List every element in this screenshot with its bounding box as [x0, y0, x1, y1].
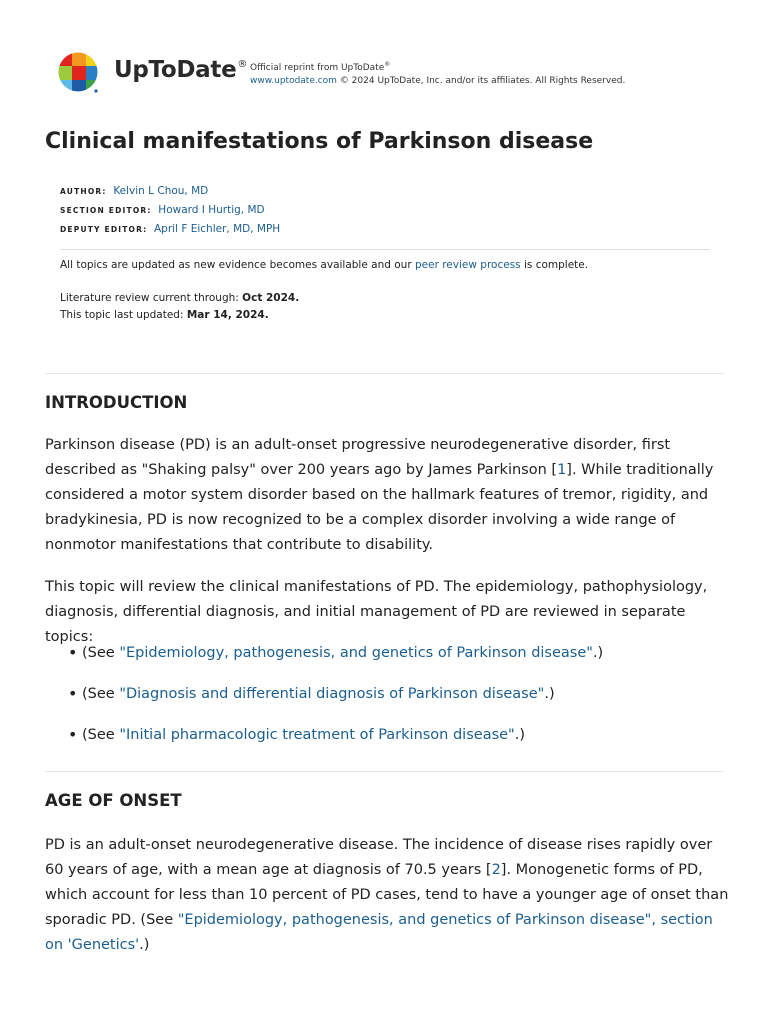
credit-section-editor: SECTION EDITOR: Howard I Hurtig, MD	[60, 204, 265, 216]
reprint-notice	[250, 58, 625, 88]
literature-review-label: Literature review current through:	[60, 292, 243, 304]
age-text: PD is an adult-onset neurodegenerative disease. The incidence of disease rises rapidly over 60 years of age, with a mean age at diagnosis of 70.5 years [	[45, 837, 713, 878]
see-prefix: (See	[82, 727, 120, 743]
section-divider	[45, 373, 724, 374]
peer-review-link[interactable]: peer review process	[414, 259, 521, 271]
reprint-trademark: ®	[384, 61, 391, 68]
list-item	[45, 641, 729, 682]
brand-logo-link[interactable]	[114, 57, 247, 83]
credit-label: DEPUTY EDITOR	[60, 225, 144, 234]
brand-name: UpToDate	[114, 57, 237, 83]
reference-link-2[interactable]: 2	[491, 862, 501, 878]
section-heading-age-of-onset: AGE OF ONSET	[45, 791, 182, 810]
last-updated-label: This topic last updated:	[60, 309, 187, 321]
author-link[interactable]: Kelvin L Chou, MD	[113, 185, 209, 197]
topic-link-epidemiology[interactable]: "Epidemiology, pathogenesis, and genetics of Parkinson disease"	[119, 645, 593, 661]
section-editor-link[interactable]: Howard I Hurtig, MD	[158, 204, 265, 216]
age-of-onset-paragraph	[45, 833, 729, 958]
intro-text: Parkinson disease (PD) is an adult-onset progressive neurodegenerative disorder, first described as "Shaking palsy" over 200 years ago by James Parkinson [	[45, 437, 671, 478]
reprint-line: Official reprint from UpToDate	[250, 63, 385, 73]
credit-deputy-editor: DEPUTY EDITOR: April F Eichler, MD, MPH	[60, 223, 281, 235]
uptodate-logo-icon	[58, 52, 100, 94]
site-link[interactable]: www.uptodate.com	[250, 76, 337, 86]
update-notice-text-end: is complete.	[520, 259, 589, 271]
deputy-editor-link[interactable]: April F Eichler, MD, MPH	[154, 223, 281, 235]
age-text-end: .)	[139, 937, 150, 953]
credit-author: AUTHOR: Kelvin L Chou, MD	[60, 185, 209, 197]
age-text-cont: ]. Monogenetic forms of PD, which account for less than 10 percent of PD cases, tend to have a younger age of onset than sporadic PD. (See	[45, 862, 729, 928]
list-item	[45, 723, 729, 764]
last-updated-value: Mar 14, 2024.	[186, 309, 269, 321]
literature-review-date	[60, 292, 299, 304]
intro-paragraph-1	[45, 433, 729, 558]
credit-label: AUTHOR	[60, 187, 103, 196]
see-prefix: (See	[82, 645, 120, 661]
topic-link-genetics[interactable]: "Epidemiology, pathogenesis, and genetics of Parkinson disease", section on 'Genetics'	[45, 912, 713, 953]
reference-link-1[interactable]: 1	[557, 462, 567, 478]
intro-paragraph-2: This topic will review the clinical manifestations of PD. The epidemiology, pathophysiology, diagnosis, differential diagnosis, and initial management of PD are reviewed in separate topics:	[45, 579, 708, 645]
literature-review-value: Oct 2024.	[242, 292, 300, 304]
last-updated-date	[60, 309, 269, 321]
list-item	[45, 682, 729, 723]
see-suffix: .)	[544, 686, 555, 702]
see-suffix: .)	[592, 645, 604, 661]
brand-trademark: ®	[237, 59, 248, 70]
intro-text-cont: ]. While traditionally considered a motor system disorder based on the hallmark features of tremor, rigidity, and bradykinesia, PD is now recognized to be a complex disorder involving a wide range of nonmotor manifestations that contribute to disability.	[45, 462, 714, 553]
section-heading-introduction: INTRODUCTION	[45, 393, 188, 412]
update-notice	[60, 259, 588, 271]
divider	[60, 249, 710, 250]
see-suffix: .)	[514, 727, 526, 743]
page-title: Clinical manifestations of Parkinson disease	[45, 129, 594, 154]
credit-label: SECTION EDITOR	[60, 206, 148, 215]
copyright-text: © 2024 UpToDate, Inc. and/or its affiliates. All Rights Reserved.	[336, 76, 626, 86]
site-header	[58, 52, 738, 96]
topic-link-diagnosis[interactable]: "Diagnosis and differential diagnosis of Parkinson disease"	[119, 686, 545, 702]
update-notice-text: All topics are updated as new evidence becomes available and our	[60, 259, 415, 271]
section-divider	[45, 771, 724, 772]
topic-link-treatment[interactable]: "Initial pharmacologic treatment of Parkinson disease"	[119, 727, 515, 743]
see-prefix: (See	[82, 686, 120, 702]
credits-block	[60, 182, 280, 239]
related-topics-list	[45, 641, 729, 764]
